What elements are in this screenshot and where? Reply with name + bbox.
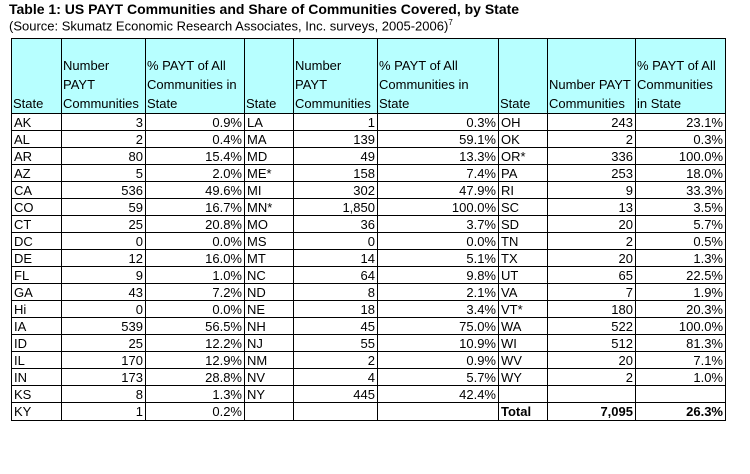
percent-cell: 0.2% — [146, 403, 245, 421]
state-cell: OR* — [499, 148, 548, 165]
header-state: State — [12, 39, 62, 114]
state-cell: TN — [499, 233, 548, 250]
percent-cell: 75.0% — [378, 318, 499, 335]
table-row — [12, 233, 726, 250]
state-cell: MD — [245, 148, 294, 165]
percent-cell: 5.7% — [378, 369, 499, 386]
state-cell: FL — [12, 267, 62, 284]
percent-cell: 0.0% — [378, 233, 499, 250]
number-cell: 64 — [294, 267, 378, 284]
number-cell: 3 — [62, 114, 146, 131]
table-row — [12, 284, 726, 301]
state-cell: IN — [12, 369, 62, 386]
percent-cell: 59.1% — [378, 131, 499, 148]
state-cell: KS — [12, 386, 62, 403]
number-cell: 65 — [548, 267, 636, 284]
number-cell: 20 — [548, 352, 636, 369]
state-cell: UT — [499, 267, 548, 284]
state-cell: IA — [12, 318, 62, 335]
percent-cell: 20.8% — [146, 216, 245, 233]
header-number-payt: Number PAYT Communities — [294, 39, 378, 114]
percent-cell: 1.3% — [146, 386, 245, 403]
percent-cell: 9.8% — [378, 267, 499, 284]
state-cell: NH — [245, 318, 294, 335]
header-pct-payt: % PAYT of All Communities in State — [636, 39, 726, 114]
table-row — [12, 165, 726, 182]
number-cell: 139 — [294, 131, 378, 148]
state-cell: ME* — [245, 165, 294, 182]
table-row — [12, 148, 726, 165]
number-cell: 512 — [548, 335, 636, 352]
number-cell: 243 — [548, 114, 636, 131]
number-cell: 49 — [294, 148, 378, 165]
number-cell: 9 — [548, 182, 636, 199]
state-cell: MO — [245, 216, 294, 233]
percent-cell: 1.0% — [636, 369, 726, 386]
percent-cell: 2.1% — [378, 284, 499, 301]
percent-cell: 23.1% — [636, 114, 726, 131]
total-state-cell: Total — [499, 403, 548, 421]
number-cell: 173 — [62, 369, 146, 386]
state-cell: GA — [12, 284, 62, 301]
table-row — [12, 403, 726, 421]
number-cell — [548, 386, 636, 403]
number-cell: 2 — [294, 352, 378, 369]
state-cell: SD — [499, 216, 548, 233]
state-cell: WY — [499, 369, 548, 386]
percent-cell: 3.5% — [636, 199, 726, 216]
percent-cell: 0.4% — [146, 131, 245, 148]
percent-cell: 7.2% — [146, 284, 245, 301]
percent-cell: 16.7% — [146, 199, 245, 216]
percent-cell: 47.9% — [378, 182, 499, 199]
number-cell: 158 — [294, 165, 378, 182]
percent-cell: 12.9% — [146, 352, 245, 369]
state-cell: NJ — [245, 335, 294, 352]
number-cell: 2 — [548, 131, 636, 148]
number-cell: 8 — [294, 284, 378, 301]
state-cell — [245, 403, 294, 421]
total-percent-cell: 26.3% — [636, 403, 726, 421]
state-cell: NV — [245, 369, 294, 386]
percent-cell: 100.0% — [636, 318, 726, 335]
percent-cell: 10.9% — [378, 335, 499, 352]
table-row — [12, 335, 726, 352]
number-cell: 170 — [62, 352, 146, 369]
number-cell: 45 — [294, 318, 378, 335]
state-cell: NM — [245, 352, 294, 369]
state-cell: WV — [499, 352, 548, 369]
percent-cell: 28.8% — [146, 369, 245, 386]
number-cell: 43 — [62, 284, 146, 301]
number-cell: 14 — [294, 250, 378, 267]
number-cell: 12 — [62, 250, 146, 267]
state-cell: WI — [499, 335, 548, 352]
number-cell: 2 — [62, 131, 146, 148]
state-cell: ND — [245, 284, 294, 301]
number-cell: 1 — [62, 403, 146, 421]
header-pct-payt: % PAYT of All Communities in State — [378, 39, 499, 114]
percent-cell: 1.9% — [636, 284, 726, 301]
header-state: State — [245, 39, 294, 114]
state-cell: RI — [499, 182, 548, 199]
state-cell: OH — [499, 114, 548, 131]
percent-cell: 0.9% — [146, 114, 245, 131]
state-cell: NC — [245, 267, 294, 284]
number-cell: 25 — [62, 216, 146, 233]
table-row — [12, 250, 726, 267]
number-cell: 8 — [62, 386, 146, 403]
state-cell: CO — [12, 199, 62, 216]
number-cell: 1 — [294, 114, 378, 131]
percent-cell — [378, 403, 499, 421]
percent-cell: 0.0% — [146, 233, 245, 250]
table-body — [12, 114, 726, 421]
number-cell: 5 — [62, 165, 146, 182]
number-cell: 539 — [62, 318, 146, 335]
header-pct-payt: % PAYT of All Communities in State — [146, 39, 245, 114]
table-row — [12, 386, 726, 403]
state-cell: AZ — [12, 165, 62, 182]
percent-cell: 100.0% — [636, 148, 726, 165]
percent-cell: 49.6% — [146, 182, 245, 199]
header-number-payt: Number PAYT Communities — [548, 39, 636, 114]
header-number-payt: Number PAYT Communities — [62, 39, 146, 114]
percent-cell: 5.1% — [378, 250, 499, 267]
number-cell: 2 — [548, 369, 636, 386]
number-cell: 18 — [294, 301, 378, 318]
percent-cell: 3.7% — [378, 216, 499, 233]
number-cell: 0 — [62, 301, 146, 318]
table-row — [12, 352, 726, 369]
percent-cell: 12.2% — [146, 335, 245, 352]
number-cell: 1,850 — [294, 199, 378, 216]
percent-cell: 18.0% — [636, 165, 726, 182]
percent-cell: 1.3% — [636, 250, 726, 267]
state-cell: MS — [245, 233, 294, 250]
state-cell: VA — [499, 284, 548, 301]
number-cell: 13 — [548, 199, 636, 216]
table-title: Table 1: US PAYT Communities and Share of Communities Covered, by State — [9, 1, 520, 17]
state-cell: CT — [12, 216, 62, 233]
number-cell: 7 — [548, 284, 636, 301]
table-row — [12, 182, 726, 199]
percent-cell: 33.3% — [636, 182, 726, 199]
percent-cell: 20.3% — [636, 301, 726, 318]
source-footnote: 7 — [448, 18, 453, 27]
percent-cell: 7.4% — [378, 165, 499, 182]
number-cell: 20 — [548, 250, 636, 267]
table-source — [9, 18, 453, 33]
table-row — [12, 369, 726, 386]
state-cell — [499, 386, 548, 403]
percent-cell: 13.3% — [378, 148, 499, 165]
table-row — [12, 216, 726, 233]
state-cell: PA — [499, 165, 548, 182]
state-cell: AK — [12, 114, 62, 131]
payt-table — [11, 38, 726, 421]
total-number-cell: 7,095 — [548, 403, 636, 421]
number-cell: 25 — [62, 335, 146, 352]
number-cell: 36 — [294, 216, 378, 233]
percent-cell: 22.5% — [636, 267, 726, 284]
state-cell: AR — [12, 148, 62, 165]
table-row — [12, 199, 726, 216]
state-cell: KY — [12, 403, 62, 421]
header-state: State — [499, 39, 548, 114]
state-cell: SC — [499, 199, 548, 216]
number-cell: 80 — [62, 148, 146, 165]
state-cell: MN* — [245, 199, 294, 216]
percent-cell: 0.5% — [636, 233, 726, 250]
state-cell: DE — [12, 250, 62, 267]
number-cell: 253 — [548, 165, 636, 182]
percent-cell: 15.4% — [146, 148, 245, 165]
state-cell: MI — [245, 182, 294, 199]
state-cell: TX — [499, 250, 548, 267]
header-row — [12, 39, 726, 114]
percent-cell: 5.7% — [636, 216, 726, 233]
percent-cell: 0.3% — [378, 114, 499, 131]
percent-cell: 0.9% — [378, 352, 499, 369]
percent-cell: 1.0% — [146, 267, 245, 284]
number-cell: 0 — [62, 233, 146, 250]
number-cell: 0 — [294, 233, 378, 250]
state-cell: WA — [499, 318, 548, 335]
table-row — [12, 114, 726, 131]
state-cell: OK — [499, 131, 548, 148]
state-cell: DC — [12, 233, 62, 250]
source-text: (Source: Skumatz Economic Research Associates, Inc. surveys, 2005-2006) — [9, 18, 449, 34]
state-cell: LA — [245, 114, 294, 131]
percent-cell: 7.1% — [636, 352, 726, 369]
percent-cell: 2.0% — [146, 165, 245, 182]
state-cell: CA — [12, 182, 62, 199]
percent-cell: 0.3% — [636, 131, 726, 148]
state-cell: NE — [245, 301, 294, 318]
percent-cell: 81.3% — [636, 335, 726, 352]
percent-cell: 42.4% — [378, 386, 499, 403]
number-cell: 302 — [294, 182, 378, 199]
table-row — [12, 131, 726, 148]
number-cell: 2 — [548, 233, 636, 250]
state-cell: ID — [12, 335, 62, 352]
number-cell: 59 — [62, 199, 146, 216]
state-cell: IL — [12, 352, 62, 369]
table-row — [12, 318, 726, 335]
number-cell: 336 — [548, 148, 636, 165]
state-cell: MT — [245, 250, 294, 267]
percent-cell: 3.4% — [378, 301, 499, 318]
state-cell: MA — [245, 131, 294, 148]
percent-cell: 56.5% — [146, 318, 245, 335]
number-cell: 9 — [62, 267, 146, 284]
table-row — [12, 267, 726, 284]
state-cell: AL — [12, 131, 62, 148]
number-cell: 180 — [548, 301, 636, 318]
percent-cell: 0.0% — [146, 301, 245, 318]
number-cell: 55 — [294, 335, 378, 352]
percent-cell: 16.0% — [146, 250, 245, 267]
percent-cell: 100.0% — [378, 199, 499, 216]
number-cell: 536 — [62, 182, 146, 199]
state-cell: Hi — [12, 301, 62, 318]
number-cell: 522 — [548, 318, 636, 335]
state-cell: NY — [245, 386, 294, 403]
number-cell: 4 — [294, 369, 378, 386]
table-row — [12, 301, 726, 318]
state-cell: VT* — [499, 301, 548, 318]
number-cell — [294, 403, 378, 421]
percent-cell — [636, 386, 726, 403]
number-cell: 20 — [548, 216, 636, 233]
number-cell: 445 — [294, 386, 378, 403]
